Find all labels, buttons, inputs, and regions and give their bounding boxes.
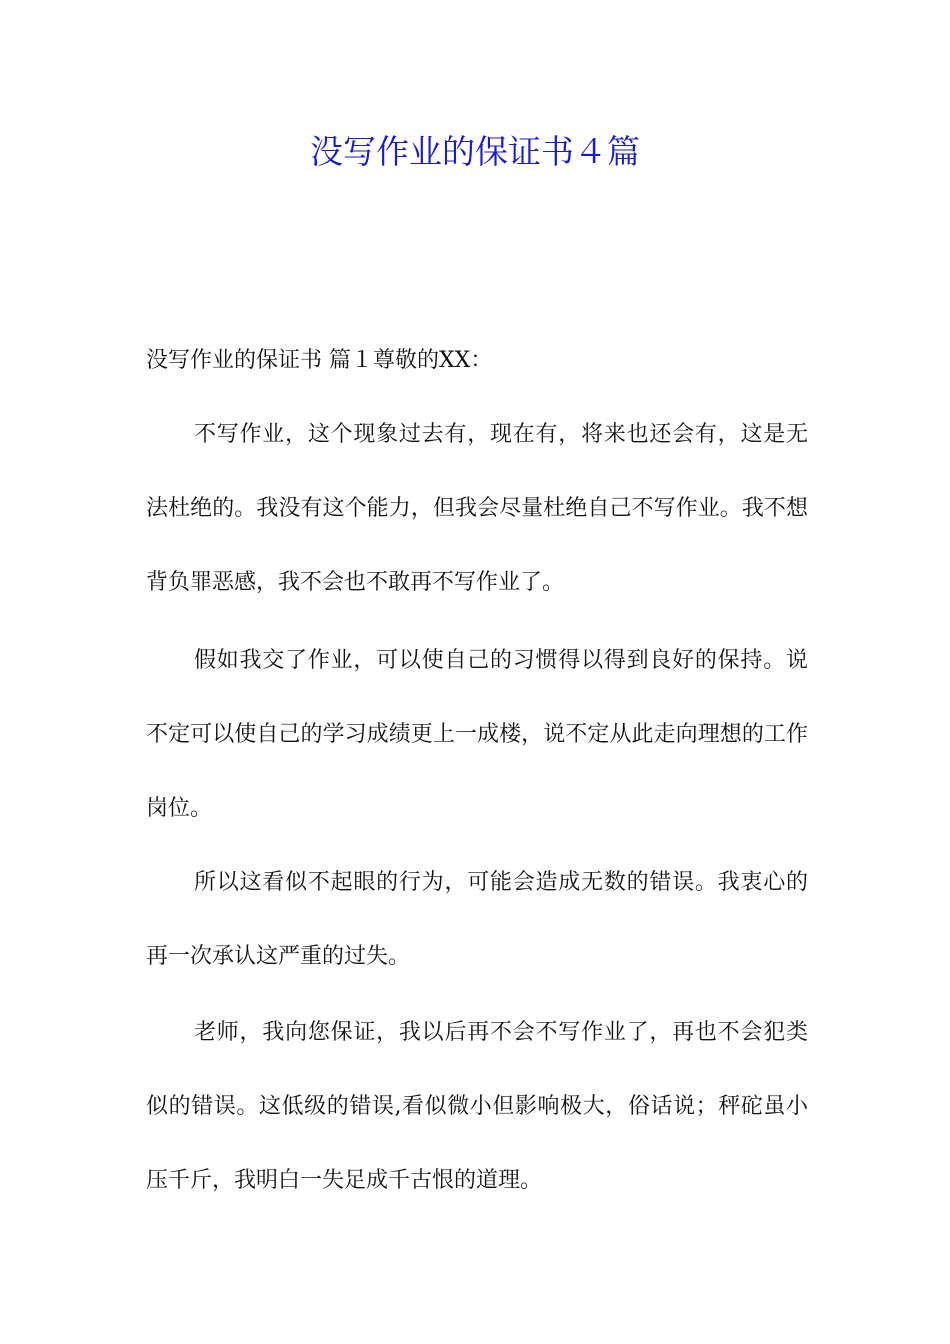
paragraph-text: 假如我交了作业，可以使自己的习惯得以得到良好的保持。说不定可以使自己的学习成绩更上一成楼，说不定从此走向理想的工作岗位。 <box>146 648 808 821</box>
paragraph-4 <box>146 996 808 1218</box>
paragraph-3 <box>146 846 808 994</box>
paragraph-text: 老师，我向您保证，我以后再不会不写作业了，再也不会犯类似的错误。这低级的错误,看似微小但影响极大，俗话说；秤砣虽小压千斤，我明白一失足成千古恨的道理。 <box>146 1020 808 1193</box>
paragraph-1 <box>146 398 808 620</box>
paragraph-2 <box>146 624 808 846</box>
document-title: 没写作业的保证书４篇 <box>310 132 640 171</box>
heading-text: 没写作业的保证书 篇１尊敬的XX： <box>146 348 493 373</box>
paragraph-text: 不写作业，这个现象过去有，现在有，将来也还会有，这是无法杜绝的。我没有这个能力，但我会尽量杜绝自己不写作业。我不想背负罪恶感，我不会也不敢再不写作业了。 <box>146 422 808 595</box>
section-heading <box>146 324 808 398</box>
paragraph-text: 所以这看似不起眼的行为，可能会造成无数的错误。我衷心的再一次承认这严重的过失。 <box>146 870 808 969</box>
